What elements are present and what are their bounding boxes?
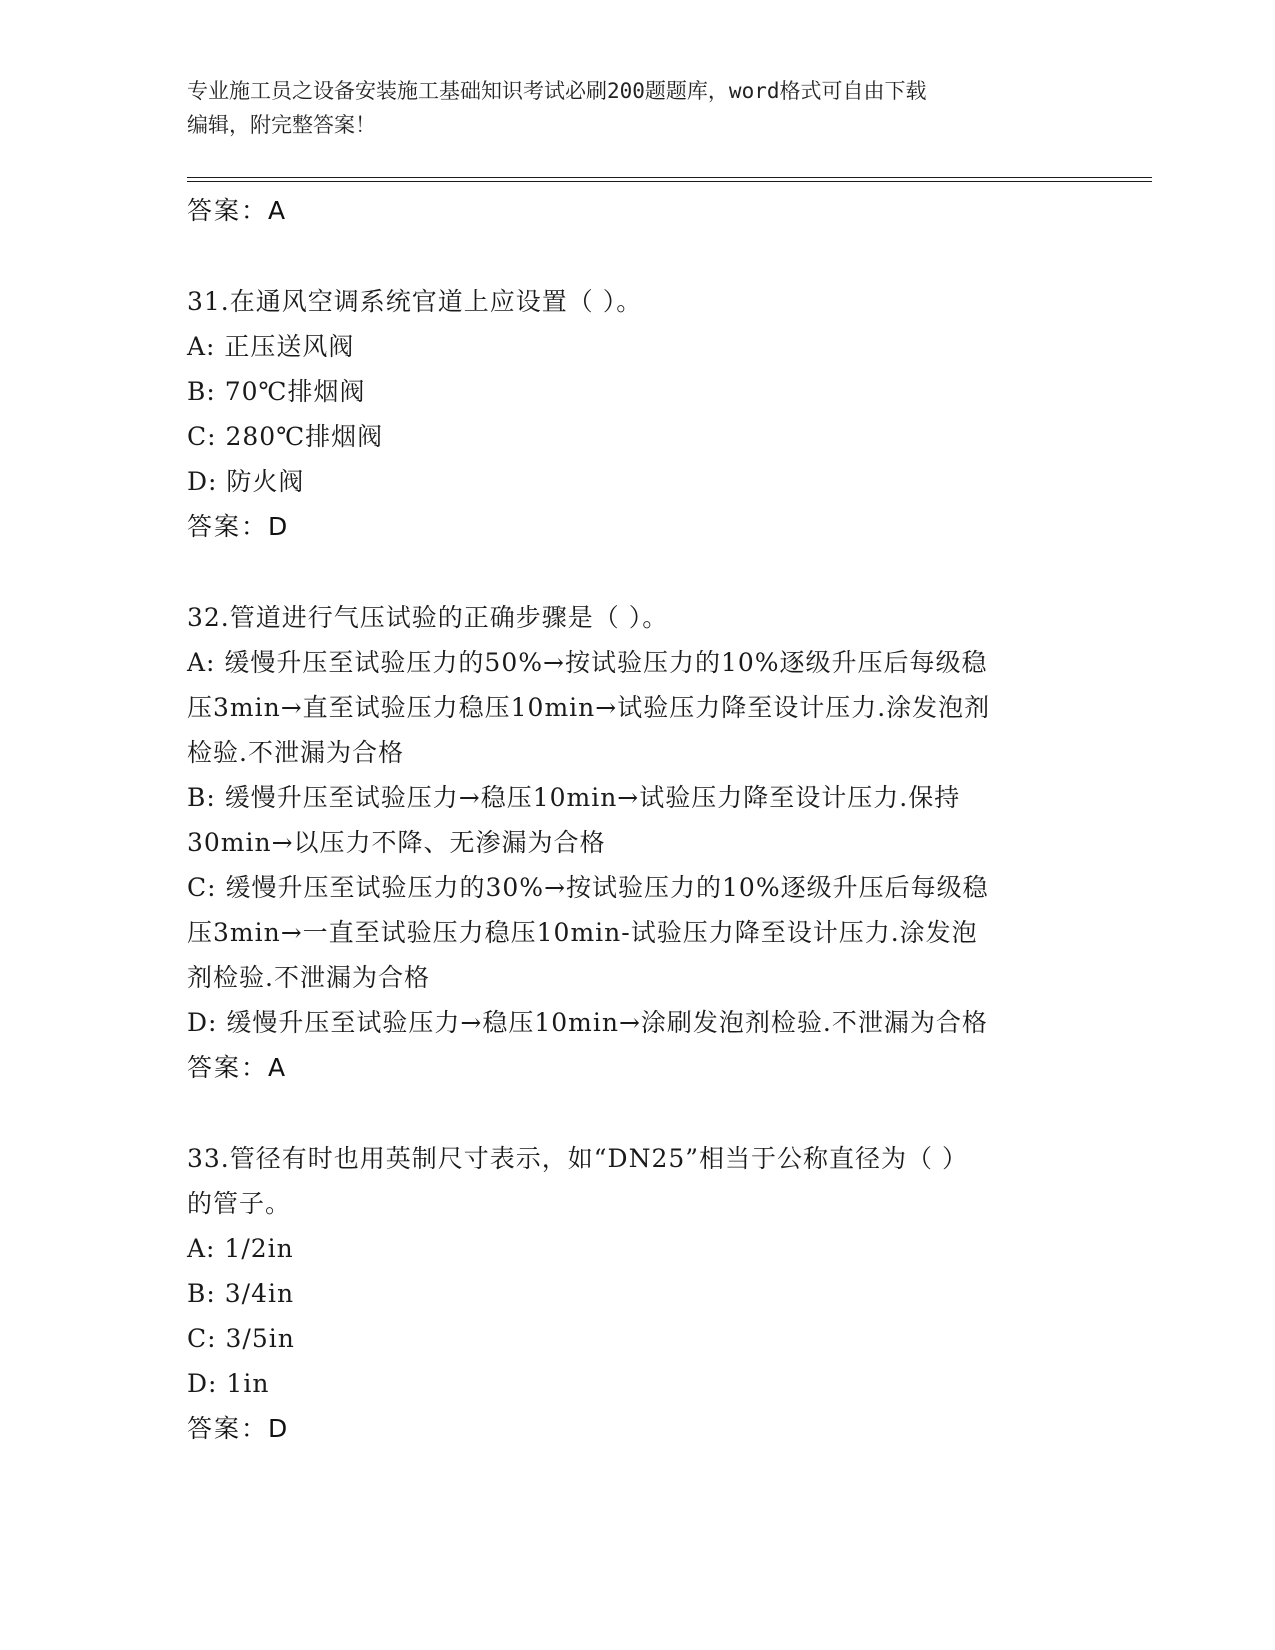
document-header: [187, 74, 1067, 142]
q33-option-d: D: 1in: [187, 1369, 270, 1398]
spacer: [187, 1090, 1087, 1136]
q32-option-b-line-2: 30min→以压力不降、无渗漏为合格: [187, 828, 606, 857]
answer-32: 答案：A: [187, 1053, 288, 1082]
q31-option-a: A: 正压送风阀: [187, 332, 355, 361]
q32-option-a-line-3: 检验.不泄漏为合格: [187, 738, 404, 767]
q32-option-c-line-2: 压3min→一直至试验压力稳压10min-试验压力降至设计压力.涂发泡: [187, 918, 978, 947]
question-content: [187, 188, 1087, 1451]
q31-option-c: C: 280℃排烟阀: [187, 422, 384, 451]
answer-33: 答案：D: [187, 1414, 290, 1443]
q33-option-c: C: 3/5in: [187, 1324, 295, 1353]
q32-option-b-line-1: B: 缓慢升压至试验压力→稳压10min→试验压力降至设计压力.保持: [187, 783, 961, 812]
q32-option-a-line-1: A: 缓慢升压至试验压力的50%→按试验压力的10%逐级升压后每级稳: [187, 648, 988, 677]
question-32: 32.管道进行气压试验的正确步骤是（ ）。: [187, 603, 669, 632]
q32-option-a-line-2: 压3min→直至试验压力稳压10min→试验压力降至设计压力.涂发泡剂: [187, 693, 991, 722]
header-title-line-1: 专业施工员之设备安装施工基础知识考试必刷200题题库，word格式可自由下载: [187, 79, 927, 103]
answer-30: 答案：A: [187, 196, 288, 225]
header-divider: [187, 177, 1152, 182]
q31-option-d: D: 防火阀: [187, 467, 305, 496]
header-title-line-2: 编辑，附完整答案！: [187, 113, 376, 137]
question-31: 31.在通风空调系统官道上应设置（ ）。: [187, 287, 643, 316]
question-33-line-2: 的管子。: [187, 1189, 292, 1218]
answer-31: 答案：D: [187, 512, 290, 541]
q33-option-b: B: 3/4in: [187, 1279, 295, 1308]
q33-option-a: A: 1/2in: [187, 1234, 294, 1263]
q31-option-b: B: 70℃排烟阀: [187, 377, 366, 406]
q32-option-c-line-1: C: 缓慢升压至试验压力的30%→按试验压力的10%逐级升压后每级稳: [187, 873, 989, 902]
q32-option-d: D: 缓慢升压至试验压力→稳压10min→涂刷发泡剂检验.不泄漏为合格: [187, 1008, 988, 1037]
spacer: [187, 549, 1087, 595]
spacer: [187, 233, 1087, 279]
question-33-line-1: 33.管径有时也用英制尺寸表示，如“DN25”相当于公称直径为（ ）: [187, 1144, 968, 1173]
q32-option-c-line-3: 剂检验.不泄漏为合格: [187, 963, 430, 992]
